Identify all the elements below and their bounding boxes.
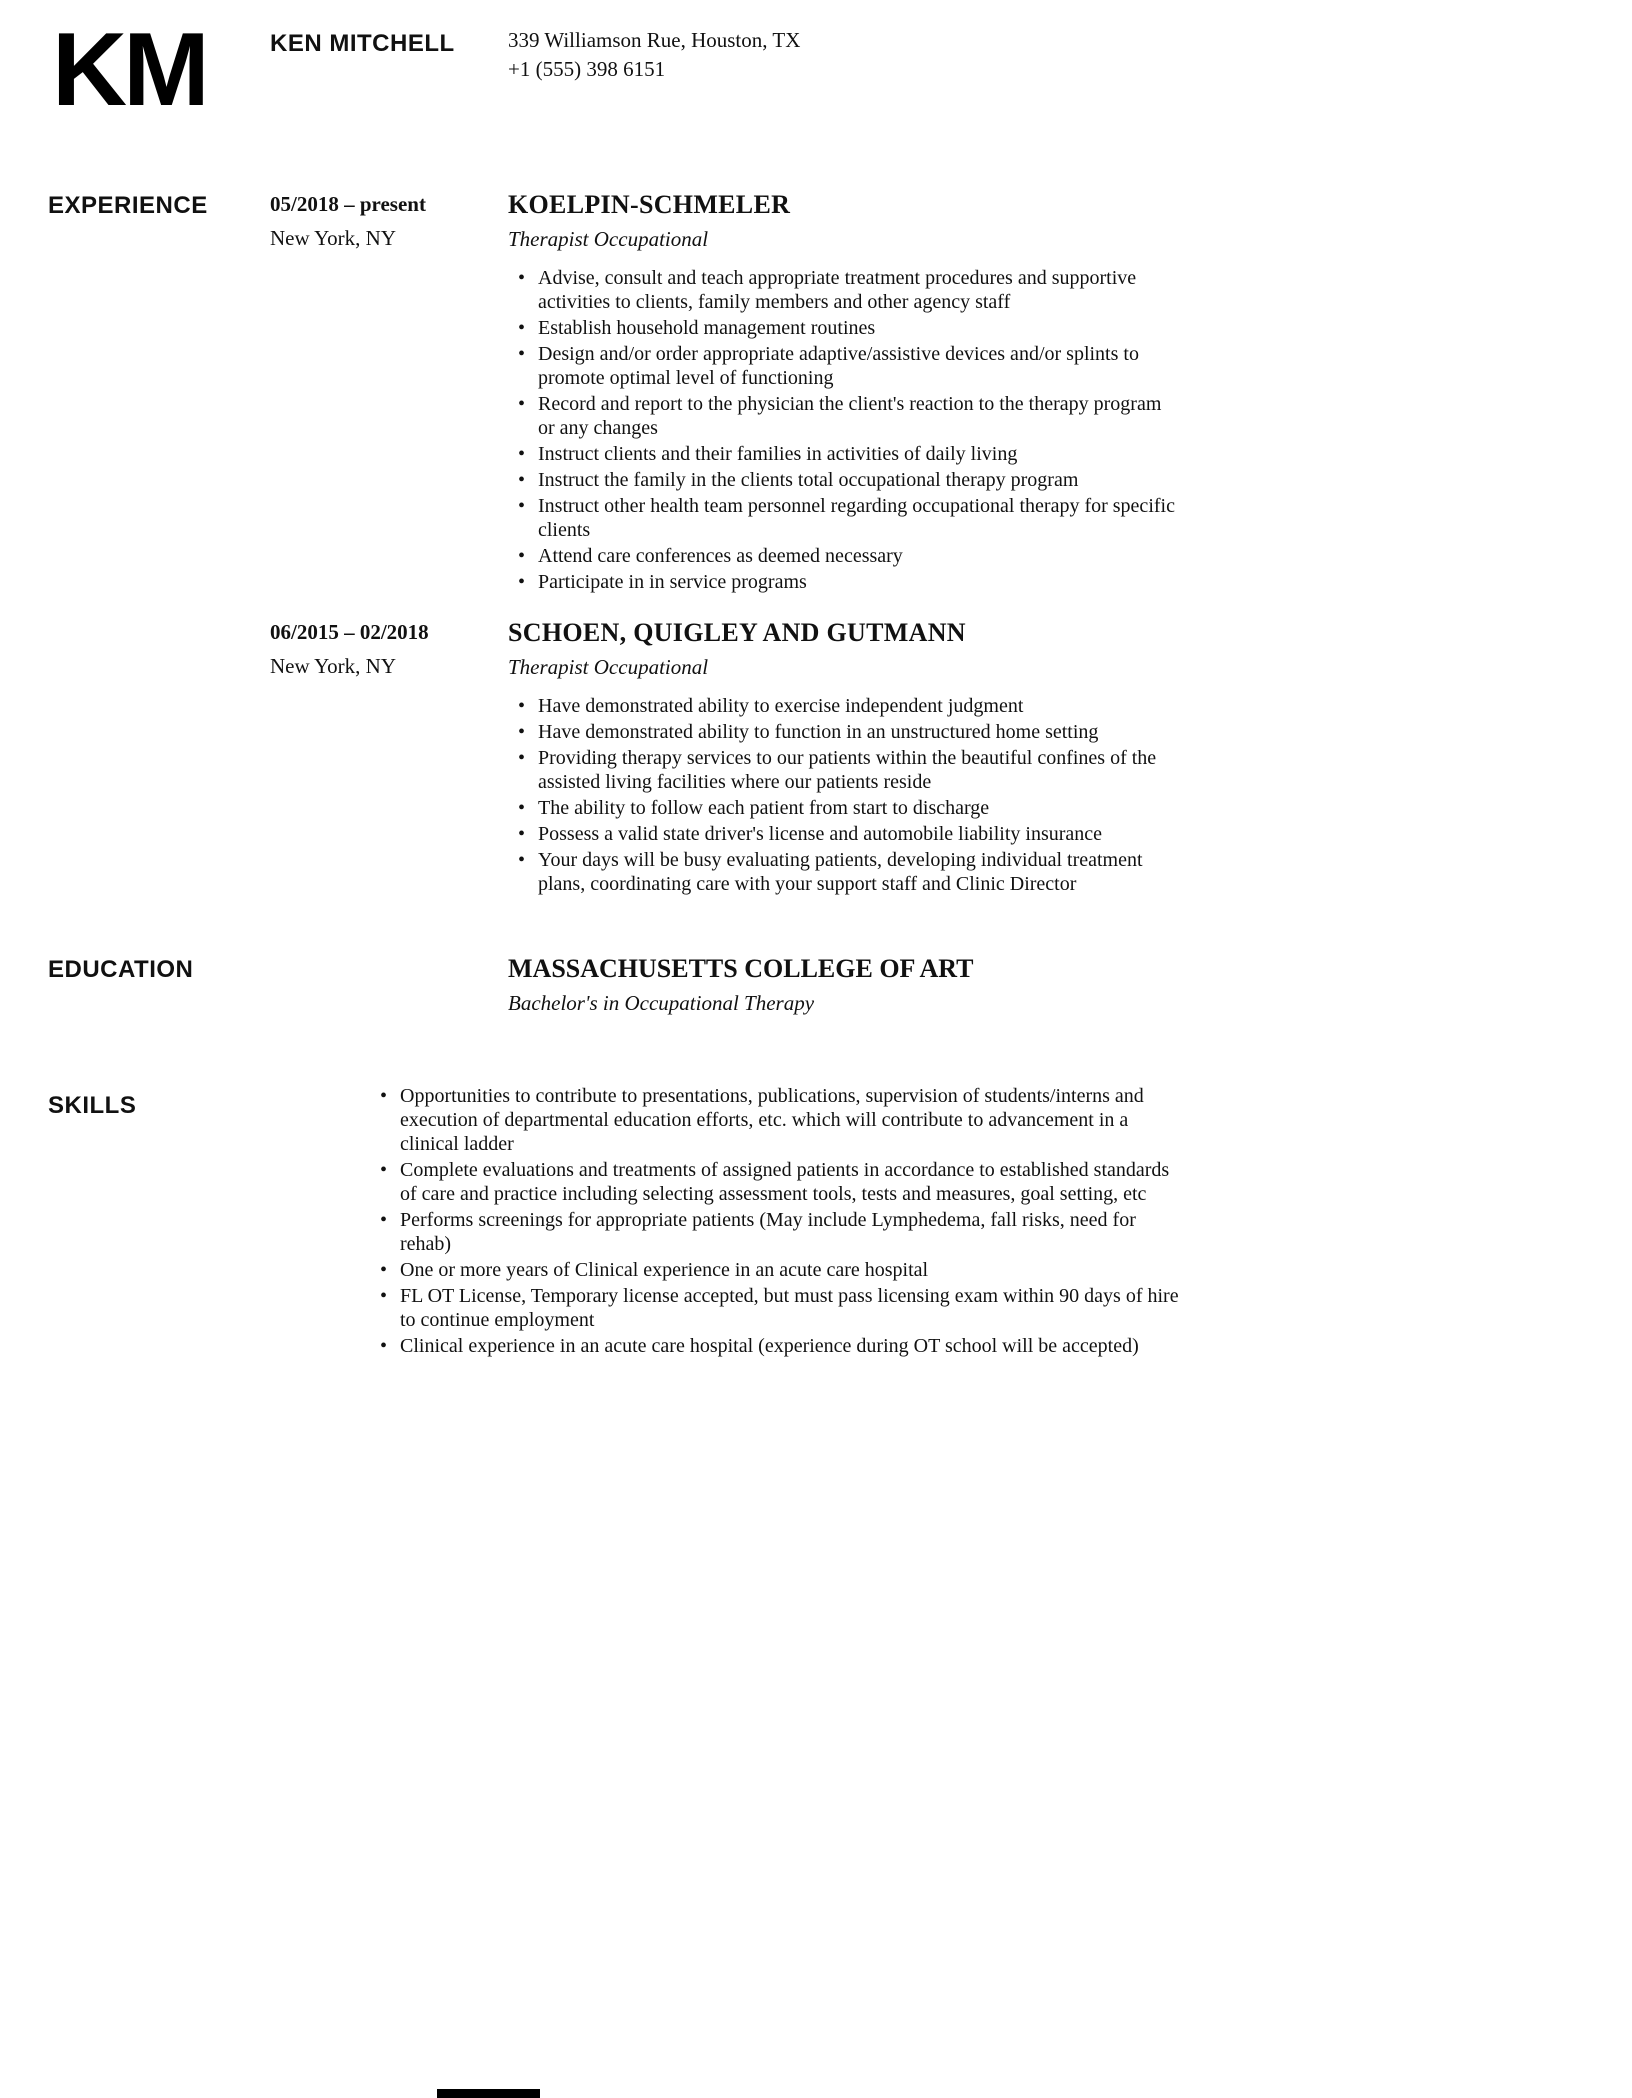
page-bottom-mark — [437, 2089, 540, 2098]
school-name: MASSACHUSETTS COLLEGE OF ART — [508, 954, 974, 983]
job-title: Therapist Occupational — [508, 655, 709, 679]
job-location: New York, NY — [270, 654, 397, 678]
bullet-item: • FL OT License, Temporary license accepted, but must pass licensing exam within 90 days of hire to continue employment — [370, 1284, 1180, 1332]
bullet-item: • Clinical experience in an acute care hospital (experience during OT school will be accepted) — [370, 1334, 1180, 1358]
candidate-name: KEN MITCHELL — [270, 30, 455, 57]
bullet-item: • Attend care conferences as deemed necessary — [508, 544, 1183, 568]
degree-name: Bachelor's in Occupational Therapy — [508, 991, 815, 1015]
bullet-item: • Establish household management routines — [508, 316, 1183, 340]
bullet-item: • Performs screenings for appropriate patients (May include Lymphedema, fall risks, need for rehab) — [370, 1208, 1180, 1256]
bullet-item: • Record and report to the physician the client's reaction to the therapy program or any changes — [508, 392, 1183, 440]
bullet-item: • Design and/or order appropriate adaptive/assistive devices and/or splints to promote optimal level of functioning — [508, 342, 1183, 390]
bullet-item: • Instruct other health team personnel regarding occupational therapy for specific clients — [508, 494, 1183, 542]
job-entry-2 — [0, 618, 1632, 898]
skills-section — [0, 1084, 1632, 1360]
job-dates: 05/2018 – present — [270, 192, 426, 216]
job-bullet-list — [508, 266, 1183, 594]
bullet-item: • Participate in in service programs — [508, 570, 1183, 594]
bullet-item: • Opportunities to contribute to presentations, publications, supervision of students/interns and execution of departmental education efforts, etc. which will contribute to advancement in a clinical ladder — [370, 1084, 1180, 1156]
bullet-item: • Your days will be busy evaluating patients, developing individual treatment plans, coordinating care with your support staff and Clinic Director — [508, 848, 1183, 896]
bullet-item: • Have demonstrated ability to exercise independent judgment — [508, 694, 1183, 718]
bullet-item: • Possess a valid state driver's license and automobile liability insurance — [508, 822, 1183, 846]
skills-bullet-list — [370, 1084, 1180, 1358]
bullet-item: • The ability to follow each patient from start to discharge — [508, 796, 1183, 820]
contact-phone: +1 (555) 398 6151 — [508, 57, 666, 81]
job-location: New York, NY — [270, 226, 397, 250]
job-content — [508, 190, 1198, 594]
contact-info — [508, 26, 800, 84]
skills-content — [370, 1084, 1632, 1358]
job-title: Therapist Occupational — [508, 227, 709, 251]
bullet-item: • Have demonstrated ability to function in an unstructured home setting — [508, 720, 1183, 744]
skills-section-label: SKILLS — [48, 1092, 137, 1119]
job-bullet-list — [508, 694, 1183, 896]
job-entry-1 — [0, 190, 1632, 596]
job-meta — [270, 192, 426, 251]
bullet-item: • Advise, consult and teach appropriate treatment procedures and supportive activities to clients, family members and other agency staff — [508, 266, 1183, 314]
education-section-label: EDUCATION — [48, 956, 194, 983]
contact-address: 339 Williamson Rue, Houston, TX — [508, 28, 801, 52]
company-name: SCHOEN, QUIGLEY AND GUTMANN — [508, 618, 966, 647]
bullet-item: • Instruct clients and their families in activities of daily living — [508, 442, 1183, 466]
job-meta — [270, 620, 429, 679]
bullet-item: • One or more years of Clinical experience in an acute care hospital — [370, 1258, 1180, 1282]
experience-section-label: EXPERIENCE — [48, 192, 208, 219]
monogram-initials: KM — [52, 12, 206, 128]
job-dates: 06/2015 – 02/2018 — [270, 620, 429, 644]
bullet-item: • Instruct the family in the clients total occupational therapy program — [508, 468, 1183, 492]
job-content — [508, 618, 1198, 896]
education-section — [0, 954, 1632, 1016]
company-name: KOELPIN-SCHMELER — [508, 190, 791, 219]
bullet-item: • Complete evaluations and treatments of assigned patients in accordance to established standards of care and practice including selecting assessment tools, tests and measures, goal setting, etc — [370, 1158, 1180, 1206]
bullet-item: • Providing therapy services to our patients within the beautiful confines of the assisted living facilities where our patients reside — [508, 746, 1183, 794]
